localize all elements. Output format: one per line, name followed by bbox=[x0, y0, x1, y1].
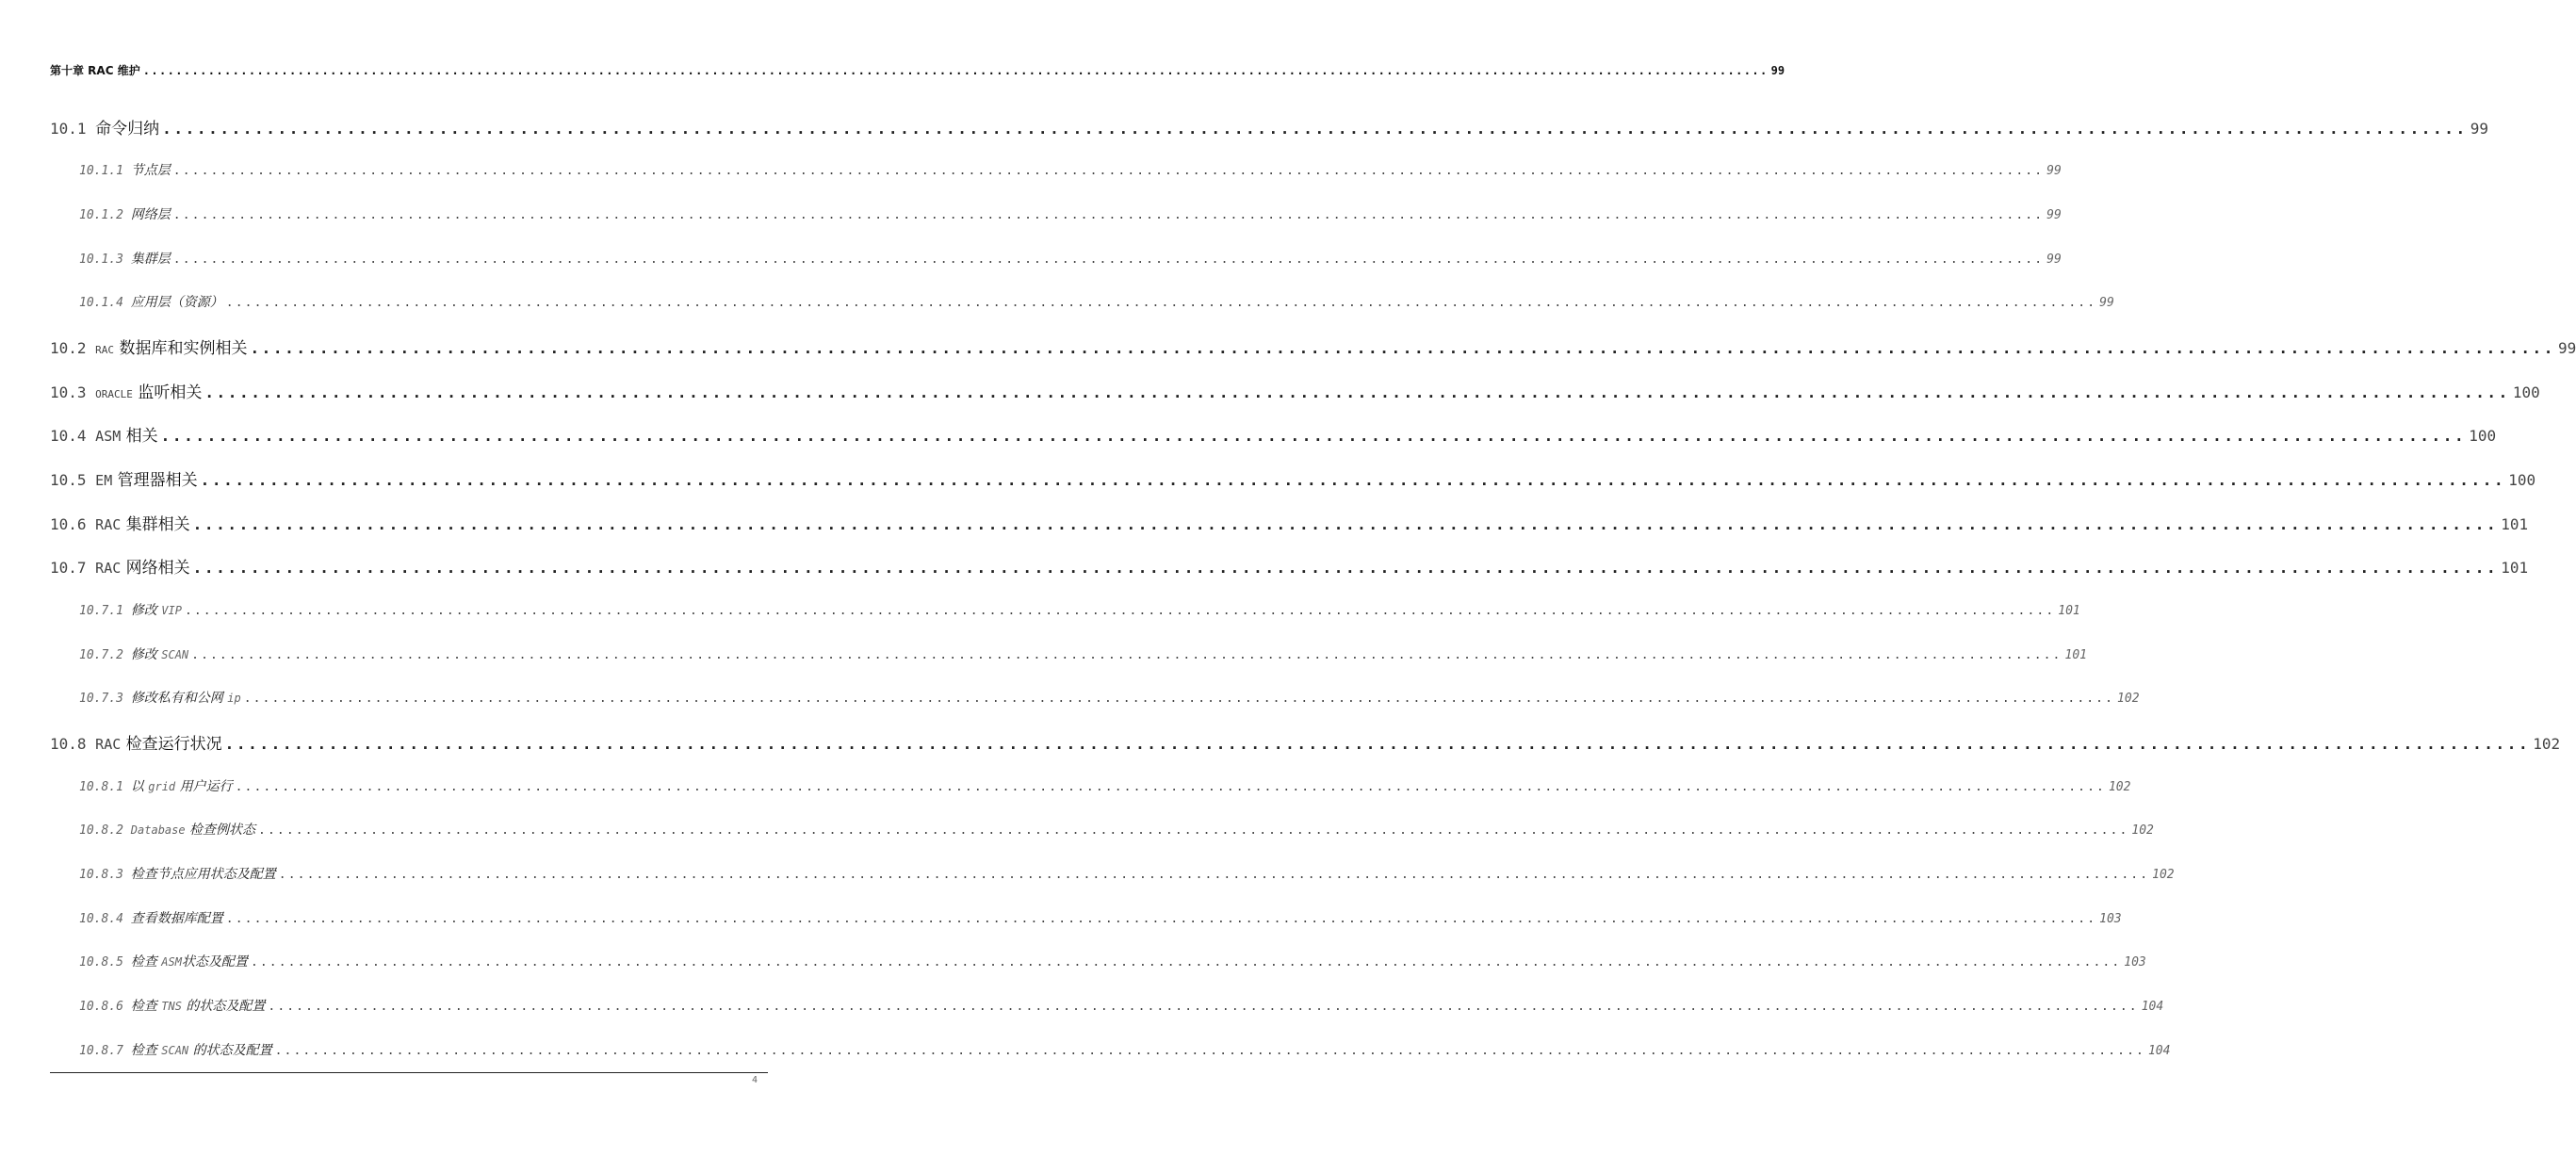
toc-section-number: 10.8.4 bbox=[79, 912, 123, 926]
toc-title-mid: grid bbox=[148, 780, 176, 793]
toc-page-number: 103 bbox=[2124, 955, 2146, 970]
toc-title-mid: ASM bbox=[161, 955, 182, 969]
toc-section-number: 10.7 bbox=[50, 559, 87, 577]
toc-title-prefix: ASM bbox=[95, 428, 122, 445]
toc-leader: ........................................................................................................................................................................................................ bbox=[278, 868, 2150, 882]
toc-section-title: 节点层 bbox=[130, 163, 171, 178]
toc-entry-10-8-4[interactable] bbox=[79, 908, 2122, 927]
toc-section-number: 10.7.3 bbox=[79, 692, 123, 706]
toc-leader: ........................................................................................................................................................................................................ bbox=[172, 208, 2045, 222]
toc-section-number: 10.8.6 bbox=[79, 1000, 123, 1014]
toc-section-number: 10.8.7 bbox=[79, 1044, 123, 1058]
toc-page-number: 100 bbox=[2512, 383, 2540, 401]
toc-entry-10-8-3[interactable] bbox=[79, 864, 2175, 883]
toc-entry-10-1-1[interactable] bbox=[79, 160, 2062, 179]
toc-entry-10-4[interactable] bbox=[50, 422, 2497, 446]
toc-section-title: 检查 bbox=[130, 1043, 157, 1058]
toc-title-prefix: RAC bbox=[95, 344, 115, 356]
toc-section-title: 检查节点应用状态及配置 bbox=[130, 867, 276, 882]
toc-section-number: 10.7.2 bbox=[79, 648, 123, 662]
toc-entry-10-8-6[interactable] bbox=[79, 996, 2164, 1015]
toc-entry-10-7-2[interactable] bbox=[79, 644, 2087, 663]
toc-page-number: 100 bbox=[2469, 427, 2497, 445]
toc-page-number: 101 bbox=[2501, 515, 2529, 533]
toc-page-number: 99 bbox=[2099, 296, 2114, 310]
toc-entry-10-8-7[interactable] bbox=[79, 1040, 2171, 1059]
toc-page-number: 99 bbox=[2470, 120, 2488, 138]
toc-section-number: 10.4 bbox=[50, 427, 87, 445]
toc-title-suffix: ip bbox=[227, 692, 241, 705]
toc-section-number: 10.1.4 bbox=[79, 296, 123, 310]
toc-leader: ........................................................................................................................................................................................................ bbox=[250, 955, 2122, 970]
toc-section-title: 网络层 bbox=[130, 207, 171, 222]
toc-leader: ........................................................................................................................................................................................................ bbox=[184, 604, 2056, 618]
toc-page-number: 102 bbox=[2117, 692, 2140, 706]
toc-section-title: 网络相关 bbox=[125, 559, 190, 578]
toc-page-number: 101 bbox=[2501, 559, 2529, 577]
toc-section-title: 检查运行状况 bbox=[125, 735, 222, 754]
toc-section-number: 10.8.1 bbox=[79, 780, 123, 794]
toc-entry-10-8-5[interactable] bbox=[79, 952, 2146, 970]
toc-leader: ........................................................................................................................................................................................................ bbox=[204, 383, 2510, 401]
toc-leader: ........................................................................................................................................................................................................ bbox=[172, 164, 2045, 178]
toc-page-number: 101 bbox=[2058, 604, 2080, 618]
toc-entry-10-1-3[interactable] bbox=[79, 249, 2062, 268]
toc-section-number: 10.5 bbox=[50, 471, 87, 489]
toc-entry-10-1-2[interactable] bbox=[79, 204, 2062, 223]
toc-section-title: 检查 bbox=[130, 999, 157, 1014]
toc-section-title-rest: 的状态及配置 bbox=[186, 999, 266, 1014]
toc-section-title: 数据库和实例相关 bbox=[119, 339, 248, 358]
toc-section-title: 应用层（资源） bbox=[130, 295, 223, 310]
toc-page-number: 104 bbox=[2147, 1044, 2171, 1058]
toc-leader: ........................................................................................................................................................................................................ bbox=[268, 1000, 2139, 1014]
toc-section-title: 集群相关 bbox=[125, 515, 190, 534]
toc-section-title: 相关 bbox=[125, 427, 158, 446]
toc-chapter-title: 第十章 RAC 维护 bbox=[50, 64, 140, 77]
toc-section-title: 管理器相关 bbox=[117, 471, 198, 490]
toc-section-title-rest: 状态及配置 bbox=[181, 954, 248, 970]
toc-section-number: 10.2 bbox=[50, 339, 87, 357]
toc-section-number: 10.8.2 bbox=[79, 823, 123, 838]
toc-section-number: 10.6 bbox=[50, 515, 87, 533]
toc-section-title: 以 bbox=[130, 779, 144, 794]
toc-section-title: 检查例状态 bbox=[189, 823, 256, 838]
toc-section-title: 集群层 bbox=[130, 252, 171, 267]
toc-section-title: 查看数据库配置 bbox=[130, 911, 223, 926]
toc-page-number: 99 bbox=[2046, 253, 2062, 267]
toc-title-prefix: Database bbox=[130, 823, 186, 837]
toc-leader: ........................................................................................................................................................................................................ bbox=[142, 64, 1769, 77]
toc-section-number: 10.8 bbox=[50, 735, 87, 753]
toc-page-number: 99 bbox=[2046, 164, 2062, 178]
toc-leader: ........................................................................................................................................................................................................ bbox=[224, 735, 2531, 753]
toc-entry-10-5[interactable] bbox=[50, 466, 2536, 490]
toc-entry-10-8[interactable] bbox=[50, 730, 2561, 754]
toc-chapter-entry[interactable] bbox=[50, 62, 1785, 78]
toc-leader: ........................................................................................................................................................................................................ bbox=[250, 339, 2556, 357]
toc-section-title: 检查 bbox=[130, 954, 157, 970]
toc-section-number: 10.1.1 bbox=[79, 164, 123, 178]
toc-leader: ........................................................................................................................................................................................................ bbox=[235, 780, 2106, 794]
toc-title-suffix: VIP bbox=[161, 604, 182, 617]
toc-section-number: 10.8.3 bbox=[79, 868, 123, 882]
toc-page-number: 99 bbox=[2046, 208, 2062, 222]
toc-page-number: 102 bbox=[2131, 823, 2154, 838]
toc-leader: ........................................................................................................................................................................................................ bbox=[162, 120, 2468, 138]
toc-section-number: 10.1 bbox=[50, 120, 87, 138]
toc-title-suffix: SCAN bbox=[161, 648, 189, 661]
toc-section-number: 10.1.3 bbox=[79, 253, 123, 267]
toc-section-title: 监听相关 bbox=[138, 383, 203, 402]
toc-leader: ........................................................................................................................................................................................................ bbox=[172, 253, 2045, 267]
toc-leader: ........................................................................................................................................................................................................ bbox=[200, 471, 2506, 489]
toc-section-number: 10.8.5 bbox=[79, 955, 123, 970]
toc-title-mid: TNS bbox=[161, 1000, 182, 1013]
toc-section-title-rest: 用户运行 bbox=[179, 779, 233, 794]
toc-leader: ........................................................................................................................................................................................................ bbox=[192, 515, 2499, 533]
toc-page-number: 101 bbox=[2064, 648, 2087, 662]
toc-page-number: 99 bbox=[2558, 339, 2576, 357]
toc-page-number: 99 bbox=[1770, 64, 1785, 77]
toc-page-number: 102 bbox=[2533, 735, 2561, 753]
toc-section-title: 修改私有和公网 bbox=[130, 691, 223, 706]
toc-section-number: 10.1.2 bbox=[79, 208, 123, 222]
footer-page-number: 4 bbox=[751, 1075, 758, 1085]
toc-title-prefix: RAC bbox=[95, 560, 122, 577]
toc-section-title: 命令归纳 bbox=[95, 120, 160, 139]
toc-page-number: 102 bbox=[2152, 868, 2175, 882]
toc-section-title-rest: 的状态及配置 bbox=[192, 1043, 272, 1058]
toc-entry-10-1[interactable] bbox=[50, 115, 2488, 139]
toc-leader: ........................................................................................................................................................................................................ bbox=[160, 427, 2467, 445]
toc-entry-10-7-1[interactable] bbox=[79, 600, 2080, 619]
toc-section-number: 10.3 bbox=[50, 383, 87, 401]
toc-page-number: 103 bbox=[2099, 912, 2122, 926]
footer-divider bbox=[50, 1072, 768, 1073]
toc-entry-10-6[interactable] bbox=[50, 511, 2529, 534]
toc-entry-10-7[interactable] bbox=[50, 554, 2529, 578]
toc-leader: ........................................................................................................................................................................................................ bbox=[243, 692, 2115, 706]
toc-title-prefix: RAC bbox=[95, 516, 122, 533]
toc-entry-10-8-2[interactable] bbox=[79, 820, 2154, 839]
toc-entry-10-1-4[interactable] bbox=[79, 292, 2114, 311]
toc-page-number: 100 bbox=[2508, 471, 2536, 489]
toc-page-number: 102 bbox=[2108, 780, 2131, 794]
toc-leader: ........................................................................................................................................................................................................ bbox=[274, 1044, 2145, 1058]
toc-title-prefix: EM bbox=[95, 472, 113, 489]
toc-entry-10-8-1[interactable] bbox=[79, 776, 2131, 795]
toc-leader: ........................................................................................................................................................................................................ bbox=[258, 823, 2129, 838]
toc-leader: ........................................................................................................................................................................................................ bbox=[225, 296, 2097, 310]
toc-section-title: 修改 bbox=[130, 647, 157, 662]
toc-entry-10-2[interactable] bbox=[50, 334, 2576, 358]
toc-title-mid: SCAN bbox=[161, 1044, 189, 1057]
toc-section-number: 10.7.1 bbox=[79, 604, 123, 618]
toc-entry-10-7-3[interactable] bbox=[79, 688, 2140, 707]
toc-title-prefix: RAC bbox=[95, 736, 122, 753]
toc-title-prefix: ORACLE bbox=[95, 388, 133, 400]
toc-leader: ........................................................................................................................................................................................................ bbox=[192, 559, 2499, 577]
toc-leader: ........................................................................................................................................................................................................ bbox=[191, 648, 2062, 662]
toc-leader: ........................................................................................................................................................................................................ bbox=[225, 912, 2097, 926]
toc-section-title: 修改 bbox=[130, 603, 157, 618]
toc-page-number: 104 bbox=[2141, 1000, 2164, 1014]
toc-entry-10-3[interactable] bbox=[50, 379, 2540, 402]
